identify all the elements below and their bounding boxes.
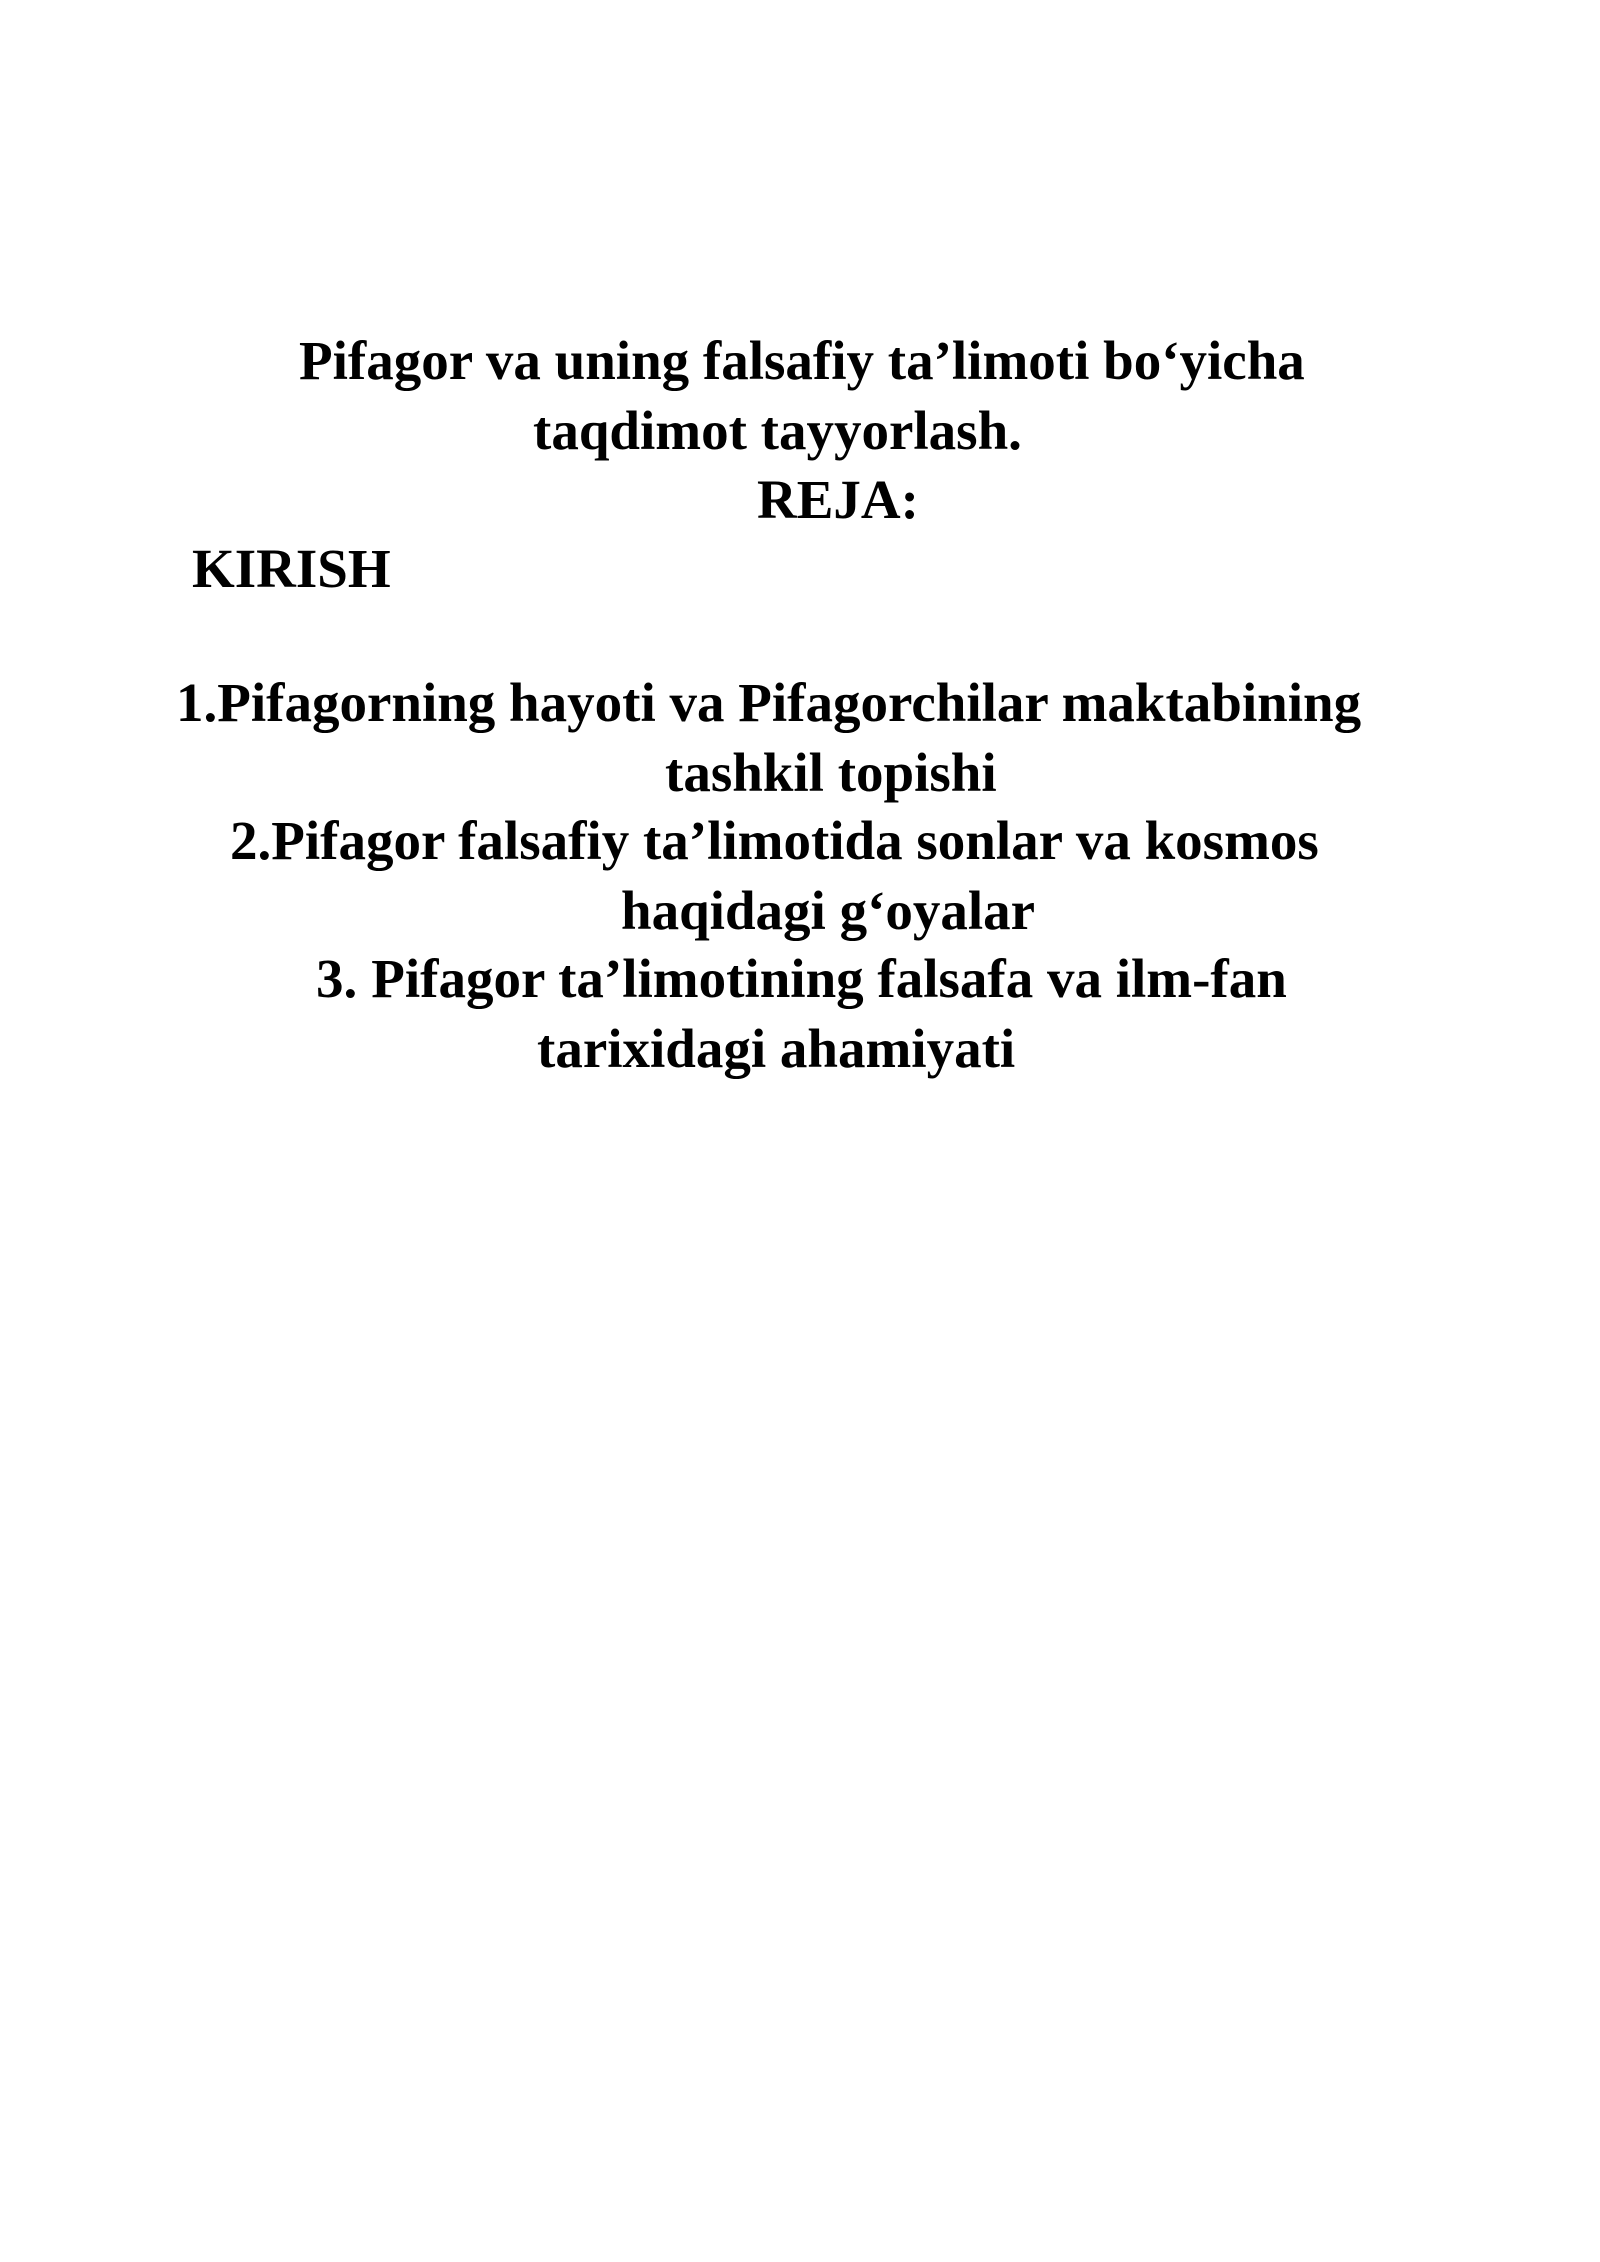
plan-item-1-line-1 (176, 670, 1361, 736)
plan-item-3-line-1 (316, 946, 1287, 1012)
plan-item-3-text: Pifagor ta’limotining falsafa va ilm-fan (371, 948, 1287, 1009)
plan-heading: REJA: (757, 469, 919, 530)
intro-heading: KIRISH (192, 538, 391, 599)
title-line-1: Pifagor va uning falsafiy ta’limoti bo‘yicha (299, 330, 1305, 391)
plan-item-3-line-2: tarixidagi ahamiyati (537, 1018, 1016, 1079)
plan-item-1-text: Pifagorning hayoti va Pifagorchilar maktabining (217, 672, 1362, 733)
plan-item-3-number: 3. (316, 948, 358, 1009)
plan-item-2-number: 2. (230, 810, 272, 871)
title-line-2: taqdimot tayyorlash. (533, 400, 1022, 461)
plan-item-1-number: 1. (176, 672, 218, 733)
plan-item-2-line-2: haqidagi g‘oyalar (621, 880, 1036, 941)
plan-item-2-line-1 (230, 808, 1319, 874)
plan-item-1-line-2: tashkil topishi (665, 742, 997, 803)
plan-item-2-text: Pifagor falsafiy ta’limotida sonlar va kosmos (271, 810, 1319, 871)
